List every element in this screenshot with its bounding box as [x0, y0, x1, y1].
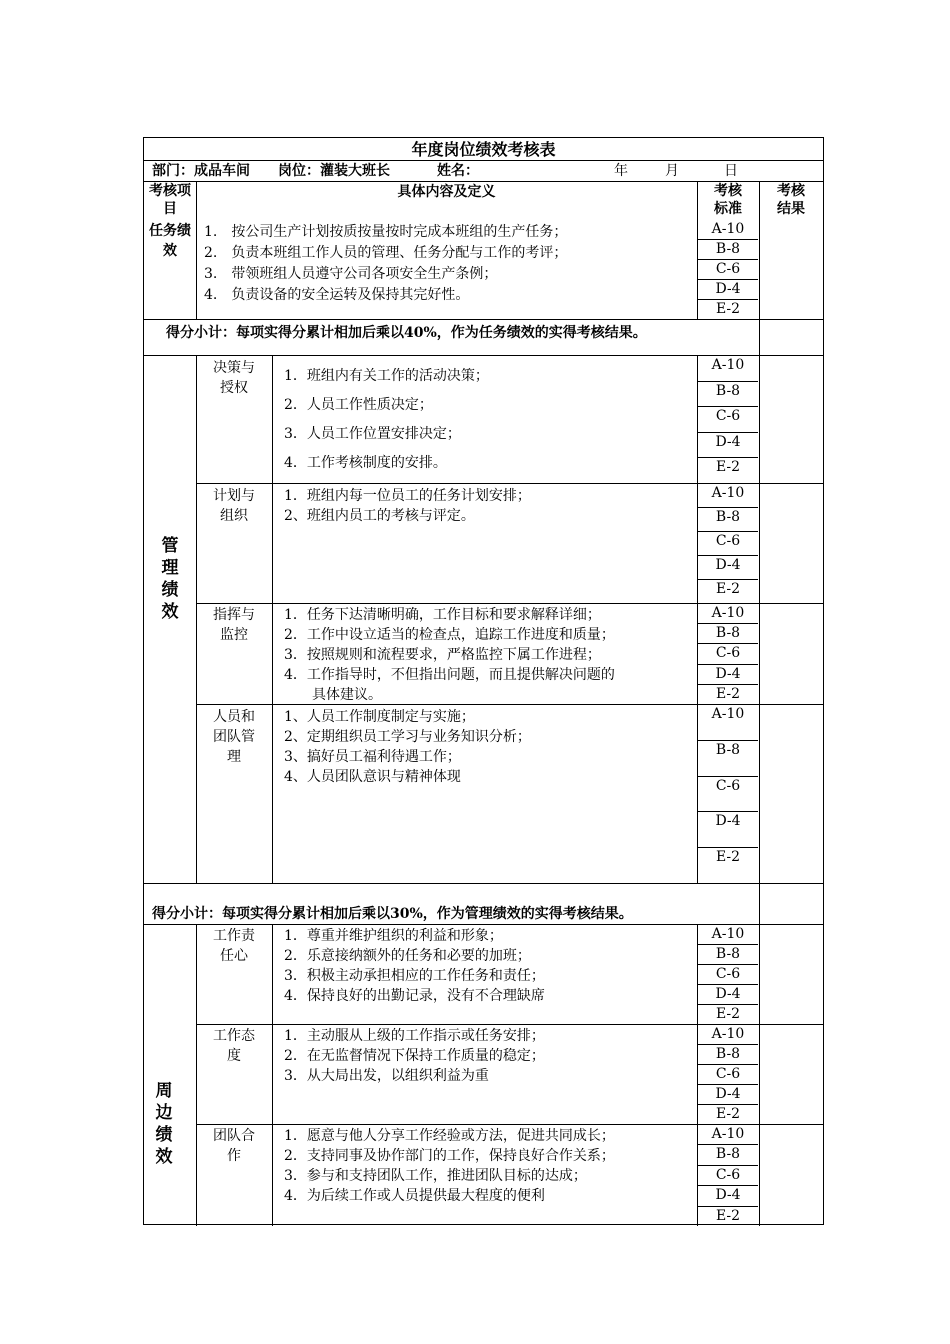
- teamwork-item: 2．支持同事及协作部门的工作，保持良好合作关系；: [284, 1148, 615, 1164]
- management-label-char: 管: [161, 536, 179, 556]
- divider: [196, 924, 197, 1226]
- grade-cell: C-6: [715, 645, 741, 661]
- section-command: 指挥与监控: [213, 607, 255, 643]
- day-label: 日: [724, 163, 738, 179]
- divider: [759, 355, 760, 924]
- team-item: 4、人员团队意识与精神体现: [284, 769, 461, 785]
- grade-cell: E-2: [715, 459, 741, 475]
- year-label: 年: [614, 163, 628, 179]
- divider: [196, 355, 197, 883]
- grade-cell: D-4: [715, 986, 741, 1002]
- peripheral-label-char: 效: [155, 1147, 173, 1167]
- grade-cell: C-6: [715, 408, 741, 424]
- grade-cell: A-10: [711, 357, 745, 373]
- responsibility-item: 3．积极主动承担相应的工作任务和责任；: [284, 968, 545, 984]
- grade-cell: C-6: [715, 1066, 741, 1082]
- divider: [144, 319, 823, 320]
- command-item: 具体建议。: [284, 687, 382, 703]
- task-item: 1. 按公司生产计划按质按量按时完成本班组的生产任务；: [204, 224, 568, 240]
- team-item: 1、人员工作制度制定与实施；: [284, 709, 475, 725]
- command-item: 3．按照规则和流程要求，严格监控下属工作进程；: [284, 647, 601, 663]
- month-label: 月: [665, 163, 679, 179]
- attitude-item: 3．从大局出发，以组织利益为重: [284, 1068, 489, 1084]
- grade-cell: A-10: [711, 1026, 745, 1042]
- divider: [144, 883, 823, 884]
- grade-cell: B-8: [715, 509, 741, 525]
- command-item: 2．工作中设立适当的检查点，追踪工作进度和质量；: [284, 627, 615, 643]
- management-label-char: 理: [161, 558, 179, 578]
- grade-cell: D-4: [715, 434, 741, 450]
- planning-item: 2、班组内员工的考核与评定。: [284, 508, 475, 524]
- grade-cell: E-2: [715, 1106, 741, 1122]
- teamwork-item: 1．愿意与他人分享工作经验或方法，促进共同成长；: [284, 1128, 615, 1144]
- command-item: 1．任务下达清晰明确，工作目标和要求解释详细；: [284, 607, 601, 623]
- teamwork-item: 3．参与和支持团队工作，推进团队目标的达成；: [284, 1168, 587, 1184]
- grade-cell: D-4: [715, 281, 741, 297]
- grade-cell: E-2: [715, 686, 741, 702]
- section-attitude: 工作态度: [213, 1028, 255, 1064]
- grade-cell: A-10: [711, 706, 745, 722]
- peripheral-label: [144, 1080, 184, 1168]
- grade-cell: D-4: [715, 1086, 741, 1102]
- grade-cell: B-8: [715, 383, 741, 399]
- command-item: 4．工作指导时，不但指出问题，而且提供解决问题的: [284, 667, 615, 683]
- grade-cell: E-2: [715, 1006, 741, 1022]
- section-planning: 计划与组织: [213, 488, 255, 524]
- grade-cell: B-8: [715, 1146, 741, 1162]
- planning-item: 1．班组内每一位员工的任务计划安排；: [284, 488, 531, 504]
- team-item: 3、搞好员工福利待遇工作；: [284, 749, 461, 765]
- peripheral-label-char: 周: [155, 1081, 173, 1101]
- teamwork-item: 4．为后续工作或人员提供最大程度的便利: [284, 1188, 545, 1204]
- decision-item: 1．班组内有关工作的活动决策；: [284, 368, 489, 384]
- grade-cell: B-8: [715, 742, 741, 758]
- grade-cell: A-10: [711, 1126, 745, 1142]
- divider: [759, 181, 760, 355]
- grade-cell: E-2: [715, 849, 741, 865]
- grade-cell: A-10: [711, 605, 745, 621]
- grade-cell: B-8: [715, 946, 741, 962]
- task-item: 4. 负责设备的安全运转及保持其完好性。: [204, 287, 470, 303]
- dept-label: 部门：成品车间: [152, 163, 250, 179]
- grade-cell: C-6: [715, 261, 741, 277]
- grade-cell: B-8: [715, 1046, 741, 1062]
- grade-cell: E-2: [715, 301, 741, 317]
- management-label: [144, 535, 196, 623]
- attitude-item: 2．在无监督情况下保持工作质量的稳定；: [284, 1048, 545, 1064]
- responsibility-item: 4．保持良好的出勤记录，没有不合理缺席: [284, 988, 545, 1004]
- divider: [759, 924, 760, 1226]
- grade-cell: C-6: [715, 533, 741, 549]
- name-label: 姓名：: [437, 163, 479, 179]
- grade-cell: B-8: [715, 625, 741, 641]
- task-item: 3. 带领班组人员遵守公司各项安全生产条例；: [204, 266, 498, 282]
- grade-cell: A-10: [711, 926, 745, 942]
- peripheral-label-char: 边: [155, 1103, 173, 1123]
- grade-cell: C-6: [715, 1167, 741, 1183]
- section-team: 人员和团队管理: [213, 709, 255, 765]
- task-subtotal: 得分小计：每项实得分累计相加后乘以40%，作为任务绩效的实得考核结果。: [166, 325, 647, 341]
- management-label-char: 效: [161, 602, 179, 622]
- responsibility-item: 1．尊重并维护组织的利益和形象；: [284, 928, 503, 944]
- performance-form: [143, 137, 824, 1225]
- header-standard: 考核标准: [714, 183, 742, 217]
- section-responsibility: 工作责任心: [213, 928, 255, 964]
- divider: [272, 924, 273, 1226]
- decision-item: 3．人员工作位置安排决定；: [284, 426, 461, 442]
- grade-cell: D-4: [715, 557, 741, 573]
- divider: [272, 355, 273, 883]
- task-item: 2. 负责本班组工作人员的管理、任务分配与工作的考评；: [204, 245, 568, 261]
- grade-cell: A-10: [711, 221, 745, 237]
- responsibility-item: 2．乐意接纳额外的任务和必要的加班；: [284, 948, 531, 964]
- management-subtotal: 得分小计：每项实得分累计相加后乘以30%，作为管理绩效的实得考核结果。: [152, 906, 633, 922]
- grade-cell: D-4: [715, 1187, 741, 1203]
- grade-cell: E-2: [715, 1208, 741, 1224]
- post-label: 岗位：灌装大班长: [278, 163, 390, 179]
- peripheral-label-char: 绩: [155, 1125, 173, 1145]
- grade-cell: C-6: [715, 966, 741, 982]
- grade-cell: D-4: [715, 813, 741, 829]
- task-label: 任务绩效: [149, 223, 191, 259]
- section-teamwork: 团队合作: [213, 1128, 255, 1164]
- section-decision: 决策与授权: [213, 360, 255, 396]
- attitude-item: 1．主动服从上级的工作指示或任务安排；: [284, 1028, 545, 1044]
- grade-cell: E-2: [715, 581, 741, 597]
- grade-cell: B-8: [715, 241, 741, 257]
- grade-cell: D-4: [715, 666, 741, 682]
- grade-cell: A-10: [711, 485, 745, 501]
- grade-cell: C-6: [715, 778, 741, 794]
- management-label-char: 绩: [161, 580, 179, 600]
- decision-item: 4．工作考核制度的安排。: [284, 455, 447, 471]
- header-result: 考核结果: [777, 183, 805, 217]
- header-content: 具体内容及定义: [397, 184, 496, 200]
- header-item: 考核项目: [149, 183, 191, 217]
- decision-item: 2．人员工作性质决定；: [284, 397, 433, 413]
- team-item: 2、定期组织员工学习与业务知识分析；: [284, 729, 531, 745]
- form-title: 年度岗位绩效考核表: [411, 140, 556, 159]
